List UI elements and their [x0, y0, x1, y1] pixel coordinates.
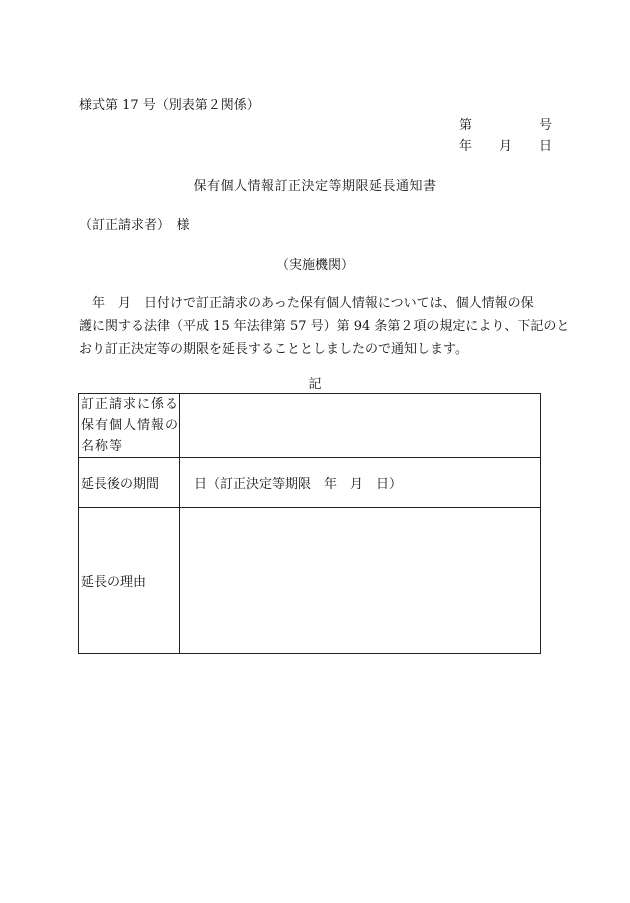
number-suffix: 号 — [538, 118, 552, 133]
table-row — [79, 508, 541, 654]
date-line — [459, 140, 552, 153]
document-number-line — [459, 119, 552, 132]
name-label-line: 訂正請求に係る — [81, 397, 180, 412]
number-prefix: 第 — [459, 118, 473, 133]
table-row — [79, 394, 541, 458]
table-row — [79, 458, 541, 508]
date-month: 月 — [498, 139, 512, 154]
name-label-line: 名称等 — [81, 439, 124, 454]
name-label-line: 保有個人情報の — [81, 418, 180, 433]
date-day: 日 — [538, 139, 552, 154]
reason-value-cell — [180, 508, 541, 654]
form-number: 様式第 17 号（別表第２関係） — [79, 98, 260, 113]
notice-body — [79, 292, 570, 361]
period-label-cell: 延長後の期間 — [79, 458, 180, 508]
body-line: 年 月 日付けで訂正請求のあった保有個人情報については、個人情報の保 — [79, 296, 534, 311]
body-line: おり訂正決定等の期限を延長することとしましたので通知します。 — [79, 342, 468, 357]
date-year: 年 — [459, 139, 473, 154]
period-value-cell: 日（訂正決定等期限 年 月 日） — [180, 458, 541, 508]
implementing-agency: （実施機関） — [275, 258, 354, 273]
document-title: 保有個人情報訂正決定等期限延長通知書 — [193, 179, 437, 194]
name-label-cell — [79, 394, 180, 458]
body-line: 護に関する法律（平成 15 年法律第 57 号）第 94 条第２項の規定により、下記のと — [79, 319, 570, 334]
reason-label-cell: 延長の理由 — [79, 508, 180, 654]
addressee: （訂正請求者） 様 — [79, 218, 190, 233]
detail-table — [78, 393, 541, 654]
name-value-cell — [180, 394, 541, 458]
ki-heading: 記 — [308, 377, 322, 392]
